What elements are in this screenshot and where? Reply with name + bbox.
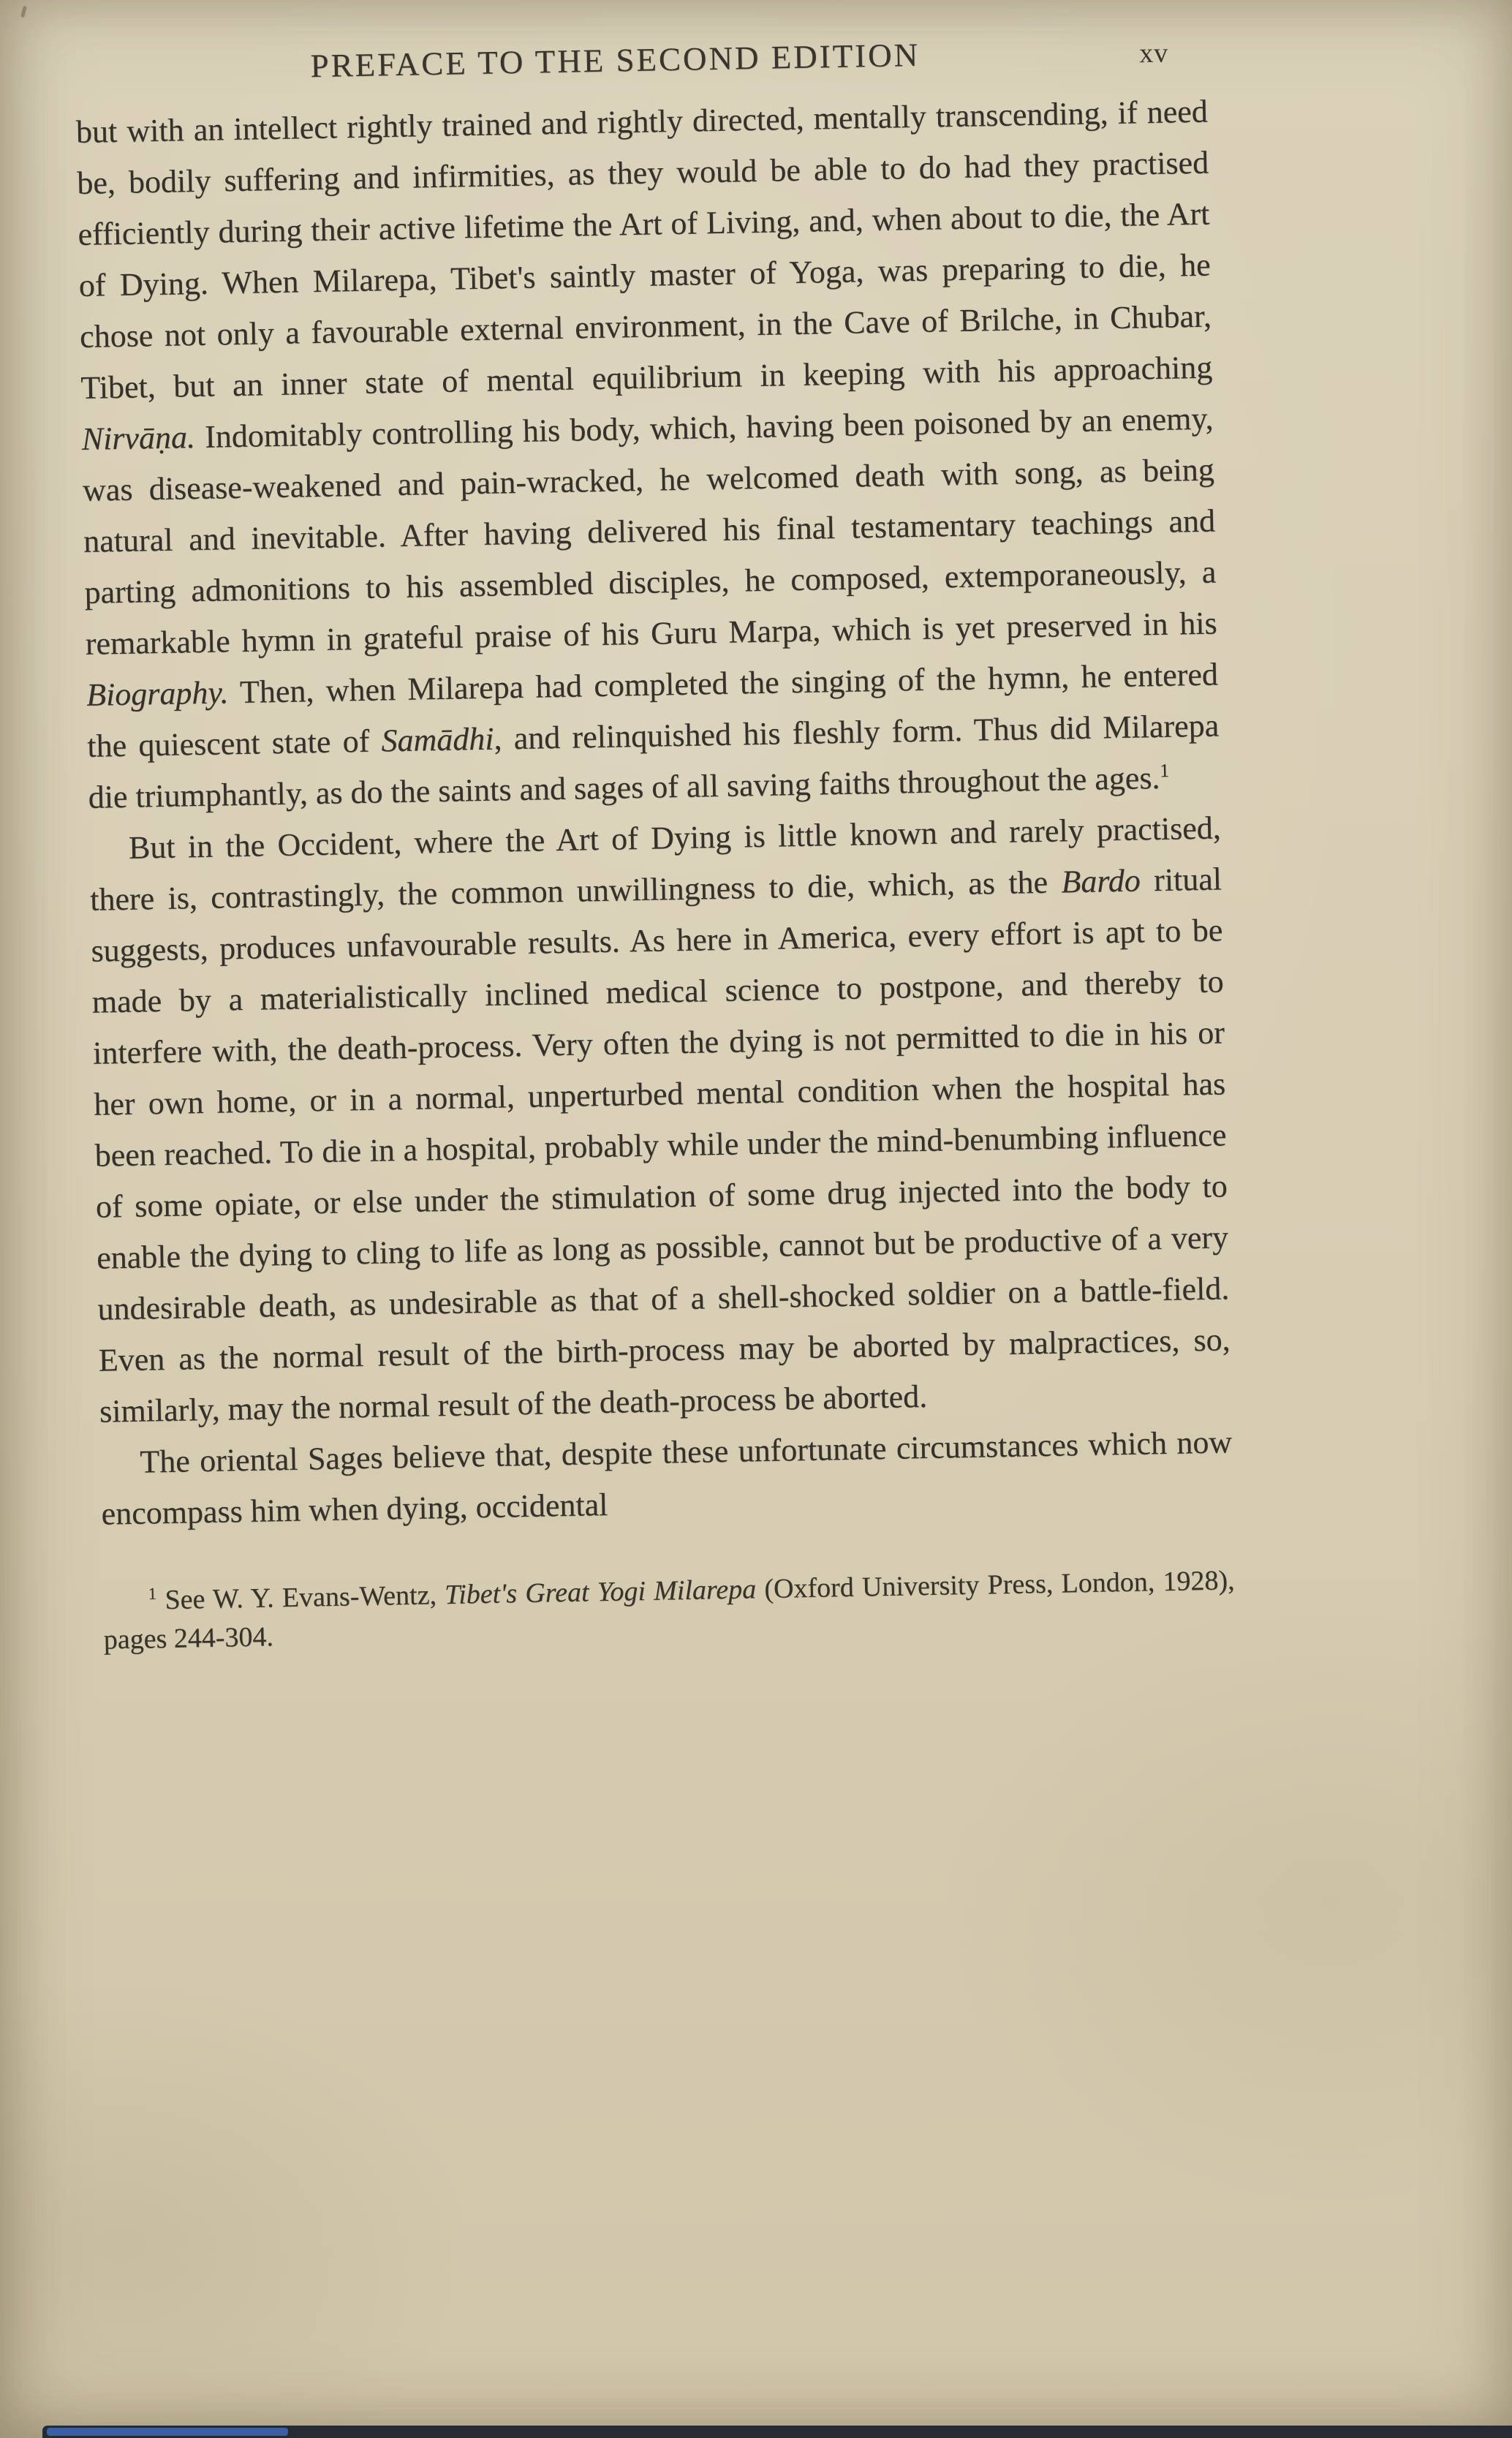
page-header	[75, 31, 1207, 89]
scan-bottom-edge-blue-strip	[47, 2428, 288, 2436]
footnote-reference-mark: 1	[1159, 760, 1170, 782]
text-run: but with an intellect rightly trained and rightly directed, mentally transcending, if need be, bodily suffering and infirmities, as they would be able to do had they practised efficiently during their active lifetime the Art of Living, and, when about to die, the Art of Dying. When Milarepa, Tibet's saintly master of Yoga, was preparing to die, he chose not only a favourable external environment, in the Cave of Brilche, in Chubar, Tibet, but an inner state of mental equilibrium in keeping with his approaching	[75, 93, 1213, 406]
paragraph-1	[75, 86, 1220, 823]
page-content	[75, 31, 1236, 1660]
page-title: PREFACE TO THE SECOND EDITION	[310, 36, 921, 85]
text-run: Indomitably controlling his body, which, having been poisoned by an enemy, was disease-weakened and pain-wracked, he welcomed death with song, as being natural and inevitable. After having delivered his final testamentary teachings and parting admonitions to his assembled disciples, he composed, extemporaneously, a remarkable hymn in grateful praise of his Guru Marpa, which is yet preserved in his	[82, 400, 1218, 662]
text-run: , and relinquished his fleshly form. Thus did Milarepa die triumphantly, as do the saints and sages of all saving faiths throughout the ages.	[88, 707, 1220, 815]
text-run: The oriental Sages believe that, despite these unfortunate circumstances which now encompass him when dying, occidental	[101, 1424, 1233, 1532]
text-run: Then, when Milarepa had completed the singing of the hymn, he entered the quiescent state of	[86, 656, 1219, 764]
text-run: (Oxford University Press, London, 1928), pages 244-304.	[103, 1565, 1235, 1656]
paragraph-3	[100, 1416, 1233, 1539]
text-run: See W. Y. Evans-Wentz,	[156, 1580, 445, 1616]
page-number: xv	[1138, 37, 1169, 69]
text-run: But in the Occident, where the Art of Dying is little known and rarely practised, there is, contrastingly, the common unwillingness to die, which, as the	[89, 809, 1222, 918]
text-run-italic: Biography.	[86, 674, 229, 713]
text-run-italic: Samādhi	[381, 720, 494, 759]
body-text	[75, 86, 1233, 1540]
scan-speck	[20, 6, 27, 18]
text-run-italic: Tibet's Great Yogi Milarepa	[444, 1574, 757, 1611]
text-run-italic: Nirvāṇa.	[81, 419, 196, 457]
text-run-italic: Bardo	[1060, 862, 1141, 900]
text-run: ritual suggests, produces unfavourable results. As here in America, every effort is apt to be made by a materialistically inclined medical science to postpone, and thereby to interfere with, the death-process. Very often the dying is not permitted to die in his or her own home, or in a normal, unperturbed mental condition when the hospital has been reached. To die in a hospital, probably while under the mind-benumbing influence of some opiate, or else under the stimulation of some drug injected into the body to enable the dying to cling to life as long as possible, cannot but be productive of a very undesirable death, as undesirable as that of a shell-shocked soldier on a battle-field. Even as the normal result of the birth-process may be aborted by malpractices, so, similarly, may the normal result of the death-process be aborted.	[91, 861, 1231, 1430]
footnote-number-mark: 1	[148, 1584, 157, 1603]
paragraph-2	[88, 802, 1231, 1437]
footnote	[102, 1561, 1236, 1659]
